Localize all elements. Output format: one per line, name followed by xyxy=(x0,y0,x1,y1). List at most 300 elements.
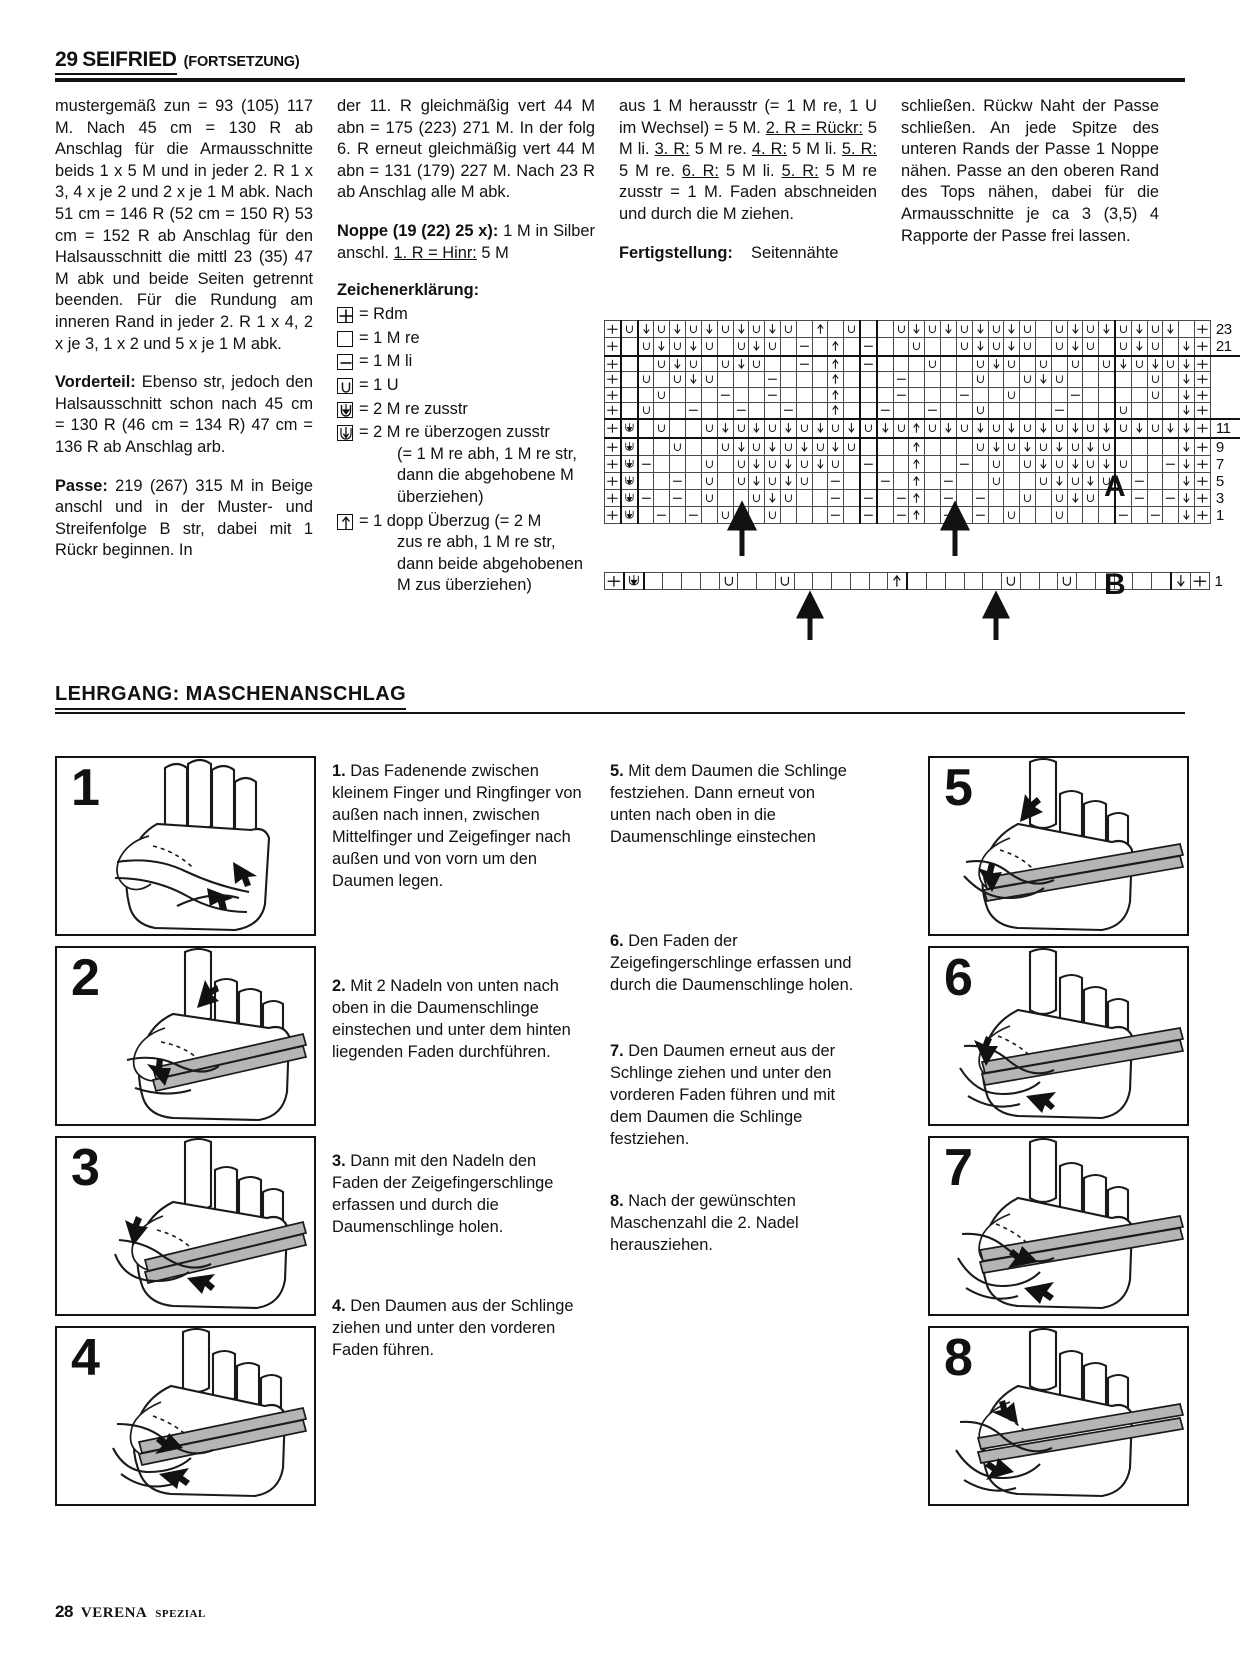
chart-cell xyxy=(988,356,1004,372)
chart-cell xyxy=(956,419,972,438)
figure-number-2: 2 xyxy=(71,949,99,1007)
chart-cell xyxy=(893,356,909,372)
chart-cell xyxy=(775,573,794,590)
chart-cell xyxy=(812,356,828,372)
step-text: Mit dem Daumen die Schlinge festziehen. Dann erneut von unten nach oben in die Daumenschlinge einstechen xyxy=(610,762,847,846)
step-number-label: 5. xyxy=(610,762,624,780)
chart-cell xyxy=(1147,338,1163,356)
figure-number-1: 1 xyxy=(71,759,99,817)
chart-cell xyxy=(1099,438,1115,456)
chart-cell xyxy=(1147,490,1163,507)
chart-row xyxy=(605,372,1240,388)
tutorial-step-1-text xyxy=(332,760,582,892)
chart-cell xyxy=(1131,387,1147,403)
header-rule xyxy=(55,78,1185,82)
chart-cell xyxy=(1035,438,1051,456)
lead-passe: Passe: xyxy=(55,476,108,495)
chart-cell xyxy=(956,403,972,419)
legend-text: = 1 M li xyxy=(359,352,413,371)
chart-cell xyxy=(733,387,749,403)
chart-row-number: 21 xyxy=(1210,338,1240,356)
chart-cell xyxy=(1163,438,1179,456)
chart-cell xyxy=(644,573,663,590)
chart-cell xyxy=(765,372,781,388)
chart-cell xyxy=(1083,321,1099,338)
chart-cell xyxy=(893,419,909,438)
paragraph-fertigstellung xyxy=(619,243,877,265)
chart-cell xyxy=(701,456,717,473)
chart-cell xyxy=(733,321,749,338)
chart-cell xyxy=(654,456,670,473)
legend-item xyxy=(337,399,595,421)
chart-cell xyxy=(972,321,988,338)
chart-cell xyxy=(909,321,925,338)
header-suffix: (FORTSETZUNG) xyxy=(183,54,300,70)
chart-cell xyxy=(988,338,1004,356)
chart-cell xyxy=(1083,456,1099,473)
chart-cell xyxy=(1035,419,1051,438)
chart-row-number xyxy=(1210,403,1240,419)
chart-cell xyxy=(988,321,1004,338)
chart-cell xyxy=(780,356,796,372)
chart-cell xyxy=(1131,321,1147,338)
chart-cell xyxy=(909,403,925,419)
legend-item xyxy=(337,375,595,397)
chart-cell xyxy=(941,356,957,372)
chart-cell xyxy=(1004,338,1020,356)
chart-cell xyxy=(621,438,638,456)
chart-cell xyxy=(701,372,717,388)
chart-cell xyxy=(1020,456,1036,473)
chart-cell xyxy=(605,473,621,490)
chart-cell xyxy=(1077,573,1096,590)
chart-cell xyxy=(686,387,702,403)
yarnover-u-symbol-icon xyxy=(337,378,353,394)
chart-cell xyxy=(1115,438,1131,456)
chart-row xyxy=(605,438,1240,456)
chart-cell xyxy=(749,372,765,388)
chart-cell xyxy=(765,419,781,438)
chart-cell xyxy=(972,419,988,438)
chart-cell xyxy=(1035,403,1051,419)
chart-cell xyxy=(780,473,796,490)
chart-cell xyxy=(925,387,941,403)
chart-cell xyxy=(956,321,972,338)
column-2 xyxy=(337,96,595,599)
chart-cell xyxy=(844,473,860,490)
legend-text xyxy=(359,511,595,597)
chart-cell xyxy=(972,356,988,372)
chart-cell xyxy=(860,321,877,338)
chart-cell xyxy=(733,403,749,419)
chart-cell xyxy=(796,438,812,456)
chart-cell xyxy=(686,419,702,438)
chart-cell xyxy=(621,403,638,419)
step-text: Nach der gewünschten Maschenzahl die 2. Nadel herausziehen. xyxy=(610,1192,799,1254)
figure-number-3: 3 xyxy=(71,1139,99,1197)
step-number-label: 7. xyxy=(610,1042,624,1060)
chart-cell xyxy=(925,403,941,419)
chart-cell xyxy=(670,473,686,490)
chart-cell xyxy=(909,456,925,473)
chart-cell xyxy=(1051,387,1067,403)
step-text: Den Faden der Zeigefingerschlinge erfassen und durch die Daumenschlinge holen. xyxy=(610,932,854,994)
chart-cell xyxy=(893,387,909,403)
chart-cell xyxy=(1099,321,1115,338)
chart-cell xyxy=(909,438,925,456)
chart-cell xyxy=(1083,473,1099,490)
chart-cell xyxy=(686,456,702,473)
chart-cell xyxy=(686,321,702,338)
chart-cell xyxy=(638,419,654,438)
chart-cell xyxy=(888,573,907,590)
chart-cell xyxy=(941,419,957,438)
chart-cell xyxy=(621,372,638,388)
chart-row-number: 3 xyxy=(1210,490,1240,507)
chart-cell xyxy=(1099,356,1115,372)
chart-cell xyxy=(972,372,988,388)
step-text: Das Fadenende zwischen kleinem Finger und Ringfinger von außen nach innen, zwischen Mittelfinger und Zeigefinger nach außen und von vorn um den Daumen legen. xyxy=(332,762,582,890)
chart-cell xyxy=(1067,438,1083,456)
legend-text: = 1 M re xyxy=(359,328,420,347)
chart-cell xyxy=(812,456,828,473)
chart-cell xyxy=(1163,456,1179,473)
chart-cell xyxy=(605,321,621,338)
chart-cell xyxy=(1163,321,1179,338)
chart-cell xyxy=(1115,321,1131,338)
chart-row-number xyxy=(1210,372,1240,388)
chart-cell xyxy=(1195,321,1211,338)
legend-text-cont: zus re abh, 1 M re str, dann beide abgehobenen M zus überziehen) xyxy=(397,533,583,595)
chart-cell xyxy=(638,372,654,388)
legend-text-cont: (= 1 M re abh, 1 M re str, dann die abgehobene M überziehen) xyxy=(397,444,577,506)
chart-cell xyxy=(1115,356,1131,372)
chart-cell xyxy=(621,321,638,338)
chart-cell xyxy=(925,338,941,356)
chart-cell xyxy=(1133,573,1152,590)
chart-cell xyxy=(1147,473,1163,490)
chart-cell xyxy=(925,372,941,388)
chart-cell xyxy=(877,338,893,356)
chart-cell xyxy=(828,456,844,473)
chart-cell xyxy=(654,403,670,419)
chart-cell xyxy=(828,338,844,356)
chart-cell xyxy=(1067,321,1083,338)
chart-cell xyxy=(638,403,654,419)
chart-cell xyxy=(1131,490,1147,507)
step-text: Mit 2 Nadeln von unten nach oben in die Daumenschlinge einstechen und unter dem hinten liegenden Faden durchführen. xyxy=(332,977,571,1061)
chart-cell xyxy=(638,456,654,473)
dash-symbol-icon xyxy=(337,354,353,370)
chart-cell xyxy=(877,438,893,456)
chart-cell xyxy=(719,573,738,590)
chart-cell xyxy=(1058,573,1077,590)
step-number-label: 2. xyxy=(332,977,346,995)
chart-cell xyxy=(1179,387,1195,403)
chart-cell xyxy=(686,372,702,388)
chart-cell xyxy=(972,473,988,490)
chart-cell xyxy=(828,387,844,403)
chart-cell xyxy=(1195,490,1211,507)
chart-a-label: A xyxy=(1104,470,1126,503)
chart-cell xyxy=(733,438,749,456)
legend-text-main: = 2 M re überzogen zusstr xyxy=(359,423,550,442)
section-title: LEHRGANG: MASCHENANSCHLAG xyxy=(55,683,406,710)
chart-cell xyxy=(941,473,957,490)
chart-cell xyxy=(686,338,702,356)
chart-cell xyxy=(1179,419,1195,438)
chart-cell xyxy=(844,321,860,338)
stitch-chart-a xyxy=(604,320,1240,524)
chart-cell xyxy=(988,456,1004,473)
chart-cell xyxy=(686,438,702,456)
chart-cell xyxy=(1083,387,1099,403)
chart-cell xyxy=(638,356,654,372)
chart-cell xyxy=(1195,507,1211,524)
chart-cell xyxy=(1020,356,1036,372)
chart-cell xyxy=(909,356,925,372)
chart-cell xyxy=(812,338,828,356)
chart-cell xyxy=(701,419,717,438)
chart-cell xyxy=(941,438,957,456)
chart-cell xyxy=(765,387,781,403)
chart-cell xyxy=(670,338,686,356)
chart-cell xyxy=(850,573,869,590)
chart-cell xyxy=(1147,321,1163,338)
chart-cell xyxy=(749,387,765,403)
legend-item xyxy=(337,511,595,597)
legend-title: Zeichenerklärung: xyxy=(337,281,480,300)
tutorial-step-2-text xyxy=(332,975,582,1063)
chart-cell xyxy=(972,456,988,473)
chart-cell xyxy=(717,372,733,388)
chart-cell xyxy=(1147,419,1163,438)
chart-cell xyxy=(1163,338,1179,356)
chart-cell xyxy=(1163,507,1179,524)
chart-cell xyxy=(1051,456,1067,473)
chart-cell xyxy=(654,338,670,356)
tutorial-step-6-text xyxy=(610,930,860,996)
chart-cell xyxy=(733,419,749,438)
chart-cell xyxy=(1115,419,1131,438)
chart-cell xyxy=(1067,356,1083,372)
chart-cell xyxy=(605,387,621,403)
chart-cell xyxy=(1020,473,1036,490)
chart-cell xyxy=(621,338,638,356)
chart-cell xyxy=(893,338,909,356)
chart-cell xyxy=(1083,419,1099,438)
chart-cell xyxy=(654,372,670,388)
chart-cell xyxy=(828,419,844,438)
chart-cell xyxy=(780,372,796,388)
chart-cell xyxy=(749,356,765,372)
chart-cell xyxy=(765,356,781,372)
chart-cell xyxy=(925,356,941,372)
chart-cell xyxy=(925,321,941,338)
chart-cell xyxy=(1051,356,1067,372)
chart-cell xyxy=(1147,507,1163,524)
chart-cell xyxy=(909,387,925,403)
chart-cell xyxy=(1163,473,1179,490)
chart-cell xyxy=(1051,438,1067,456)
chart-cell xyxy=(638,438,654,456)
chart-cell xyxy=(796,403,812,419)
chart-cell xyxy=(605,438,621,456)
symbol-legend xyxy=(337,304,595,597)
chart-cell xyxy=(717,387,733,403)
legend-text-main: = 1 dopp Überzug (= 2 M xyxy=(359,511,542,530)
chart-cell xyxy=(1179,372,1195,388)
chart-cell xyxy=(893,403,909,419)
chart-cell xyxy=(1099,403,1115,419)
chart-cell xyxy=(1039,573,1058,590)
chart-cell xyxy=(670,321,686,338)
chart-cell xyxy=(988,438,1004,456)
chart-cell xyxy=(1051,403,1067,419)
chart-cell xyxy=(670,356,686,372)
chart-cell xyxy=(813,573,832,590)
chart-cell xyxy=(877,387,893,403)
chart-cell xyxy=(941,456,957,473)
chart-cell xyxy=(860,438,877,456)
chart-cell xyxy=(1163,387,1179,403)
chart-cell xyxy=(877,321,893,338)
figure-number-6: 6 xyxy=(944,949,972,1007)
chart-cell xyxy=(796,419,812,438)
chart-cell xyxy=(749,321,765,338)
chart-cell xyxy=(909,372,925,388)
paragraph-noppe xyxy=(337,221,595,264)
chart-cell xyxy=(1083,438,1099,456)
chart-cell xyxy=(1163,490,1179,507)
chart-cell xyxy=(844,438,860,456)
chart-cell xyxy=(1004,419,1020,438)
chart-cell xyxy=(1051,419,1067,438)
chart-cell xyxy=(1004,387,1020,403)
chart-cell xyxy=(738,573,757,590)
chart-cell xyxy=(1004,372,1020,388)
tutorial-step-7-text xyxy=(610,1040,860,1150)
chart-cell xyxy=(1195,372,1211,388)
chart-cell xyxy=(765,403,781,419)
chart-cell xyxy=(1131,473,1147,490)
chart-cell xyxy=(624,573,644,590)
chart-cell xyxy=(828,473,844,490)
step-text: Dann mit den Nadeln den Faden der Zeigefingerschlinge erfassen und durch die Daumenschlinge holen. xyxy=(332,1152,554,1236)
chart-cell xyxy=(733,473,749,490)
chart-cell xyxy=(877,403,893,419)
chart-cell xyxy=(1195,456,1211,473)
chart-cell xyxy=(1131,419,1147,438)
section-rule xyxy=(55,712,1185,714)
chart-cell xyxy=(701,356,717,372)
chart-cell xyxy=(780,321,796,338)
chart-cell xyxy=(860,372,877,388)
chart-cell xyxy=(1195,356,1211,372)
chart-cell xyxy=(956,372,972,388)
chart-cell xyxy=(972,387,988,403)
chart-cell xyxy=(605,403,621,419)
chart-cell xyxy=(1152,573,1171,590)
chart-cell xyxy=(1099,338,1115,356)
chart-cell xyxy=(749,403,765,419)
chart-cell xyxy=(749,438,765,456)
chart-cell xyxy=(1195,473,1211,490)
chart-cell xyxy=(621,356,638,372)
chart-cell xyxy=(1195,387,1211,403)
chart-cell xyxy=(1179,438,1195,456)
chart-cell xyxy=(956,356,972,372)
chart-cell xyxy=(1035,387,1051,403)
chart-cell xyxy=(717,419,733,438)
chart-cell xyxy=(1035,456,1051,473)
chart-cell xyxy=(1179,356,1195,372)
chart-row xyxy=(605,473,1240,490)
chart-cell xyxy=(893,438,909,456)
chart-cell xyxy=(638,473,654,490)
chart-cell xyxy=(1131,456,1147,473)
chart-cell xyxy=(925,419,941,438)
chart-cell xyxy=(701,438,717,456)
chart-cell xyxy=(717,403,733,419)
chart-cell xyxy=(1099,419,1115,438)
chart-cell xyxy=(828,356,844,372)
chart-cell xyxy=(1131,372,1147,388)
chart-cell xyxy=(956,387,972,403)
chart-cell xyxy=(638,387,654,403)
chart-cell xyxy=(1067,473,1083,490)
paragraph-text: 1 M in Silber anschl. 1. R = Hinr: 5 M xyxy=(337,221,595,262)
chart-row-number xyxy=(1210,356,1240,372)
empty-square-symbol-icon xyxy=(337,331,353,347)
chart-cell xyxy=(1083,356,1099,372)
k2tog-symbol-icon xyxy=(337,402,353,418)
chart-row-number: 5 xyxy=(1210,473,1240,490)
chart-cell xyxy=(1051,372,1067,388)
chart-cell xyxy=(1179,473,1195,490)
chart-cell xyxy=(877,456,893,473)
chart-cell xyxy=(605,419,621,438)
chart-b-repeat-arrows xyxy=(604,588,1104,643)
chart-cell xyxy=(1099,372,1115,388)
chart-cell xyxy=(945,573,964,590)
chart-cell xyxy=(972,338,988,356)
chart-cell xyxy=(1083,403,1099,419)
chart-cell xyxy=(812,321,828,338)
chart-cell xyxy=(925,438,941,456)
chart-cell xyxy=(1004,356,1020,372)
paragraph-text: Seitennähte xyxy=(751,243,839,262)
chart-cell xyxy=(1115,387,1131,403)
step-number-label: 3. xyxy=(332,1152,346,1170)
chart-cell xyxy=(1131,403,1147,419)
chart-cell xyxy=(654,321,670,338)
chart-cell xyxy=(941,387,957,403)
figure-number-4: 4 xyxy=(71,1329,99,1387)
chart-cell xyxy=(812,403,828,419)
paragraph-body: schließen. Rückw Naht der Passe schließen. An jede Spitze des unteren Rands der Passe 1 Noppe nähen. Passe an den oberen Rand des Tops nähen, dabei für die Armausschnitte je ca 3 (3,5) 4 Rapporte der Passe frei lassen. xyxy=(901,97,1159,245)
chart-cell xyxy=(972,403,988,419)
chart-cell xyxy=(1020,438,1036,456)
chart-cell xyxy=(844,356,860,372)
column-1 xyxy=(55,96,313,599)
chart-a-repeat-arrows xyxy=(604,498,1104,558)
chart-cell xyxy=(844,419,860,438)
chart-cell xyxy=(941,403,957,419)
chart-row xyxy=(605,456,1240,473)
chart-cell xyxy=(638,321,654,338)
chart-cell xyxy=(1115,403,1131,419)
